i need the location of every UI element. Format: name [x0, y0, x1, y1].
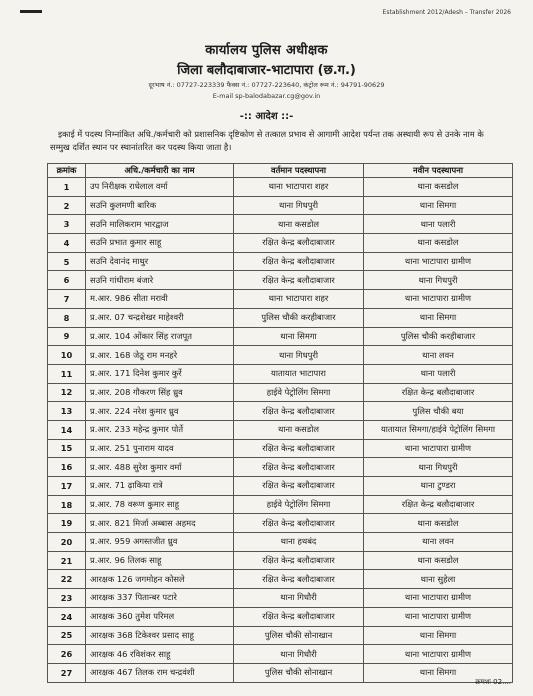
name-cell: प्र.आर. 208 गौकरण सिंह ध्रुव [86, 383, 234, 402]
current-posting-cell: रक्षित केन्द्र बलौदाबाजार [234, 439, 364, 458]
serial-cell: 19 [48, 514, 86, 533]
serial-cell: 16 [48, 458, 86, 477]
serial-cell: 3 [48, 215, 86, 234]
name-cell: सउनि देवानंद माथुर [86, 252, 234, 271]
current-posting-cell: रक्षित केन्द्र बलौदाबाजार [234, 607, 364, 626]
new-posting-cell: थाना सिमगा [364, 663, 513, 682]
current-posting-cell: रक्षित केन्द्र बलौदाबाजार [234, 402, 364, 421]
name-cell: प्र.आर. 821 मिर्जा अब्बास अहमद [86, 514, 234, 533]
name-cell: आरक्षक 126 जगमोहन कोसले [86, 570, 234, 589]
reference-number: Establishment 2012/Adesh – Transfer 2026 [382, 9, 511, 16]
current-posting-cell: रक्षित केन्द्र बलौदाबाजार [234, 271, 364, 290]
current-posting-cell: थाना कसडोल [234, 420, 364, 439]
serial-cell: 9 [48, 327, 86, 346]
table-row [48, 402, 513, 421]
new-posting-cell: रक्षित केन्द्र बलौदाबाजार [364, 495, 513, 514]
serial-cell: 11 [48, 364, 86, 383]
serial-cell: 18 [48, 495, 86, 514]
serial-cell: 8 [48, 308, 86, 327]
current-posting-cell: रक्षित केन्द्र बलौदाबाजार [234, 514, 364, 533]
table-body [48, 178, 513, 683]
current-posting-cell: रक्षित केन्द्र बलौदाबाजार [234, 234, 364, 253]
table-row [48, 420, 513, 439]
name-cell: सउनि प्रभात कुमार साहू [86, 234, 234, 253]
name-cell: उप निरीक्षक राधेलाल वर्मा [86, 178, 234, 197]
name-cell: प्र.आर. 171 दिनेश कुमार कुर्रे [86, 364, 234, 383]
table-row [48, 663, 513, 682]
table-row [48, 589, 513, 608]
table-row [48, 495, 513, 514]
table-row [48, 551, 513, 570]
new-posting-cell: थाना भाटापारा ग्रामीण [364, 290, 513, 309]
name-cell: प्र.आर. 78 वरूण कुमार साहू [86, 495, 234, 514]
new-posting-cell: पुलिस चौकी करहीबाजार [364, 327, 513, 346]
serial-cell: 27 [48, 663, 86, 682]
name-cell: आरक्षक 360 तुमेश परिमल [86, 607, 234, 626]
new-posting-cell: थाना सिमगा [364, 196, 513, 215]
table-row [48, 271, 513, 290]
serial-cell: 10 [48, 346, 86, 365]
new-posting-cell: थाना लवन [364, 346, 513, 365]
name-cell: प्र.आर. 104 ओंकार सिंह राजपूत [86, 327, 234, 346]
current-posting-cell: हाईवे पेट्रोलिंग सिमगा [234, 383, 364, 402]
serial-cell: 21 [48, 551, 86, 570]
serial-cell: 25 [48, 626, 86, 645]
current-posting-cell: थाना गिधौरी [234, 589, 364, 608]
new-posting-cell: थाना कसडोल [364, 234, 513, 253]
table-row [48, 458, 513, 477]
table-row [48, 178, 513, 197]
current-posting-cell: थाना कसडोल [234, 215, 364, 234]
current-posting-cell: रक्षित केन्द्र बलौदाबाजार [234, 252, 364, 271]
serial-cell: 6 [48, 271, 86, 290]
current-posting-cell: रक्षित केन्द्र बलौदाबाजार [234, 458, 364, 477]
name-cell: प्र.आर. 224 नरेश कुमार ध्रुव [86, 402, 234, 421]
current-posting-cell: रक्षित केन्द्र बलौदाबाजार [234, 551, 364, 570]
current-posting-cell: रक्षित केन्द्र बलौदाबाजार [234, 477, 364, 496]
new-posting-cell: थाना पलारी [364, 364, 513, 383]
contact-email: E-mail sp-balodabazar.cg@gov.in [212, 92, 321, 100]
current-posting-cell: यातायात भाटापारा [234, 364, 364, 383]
name-cell: प्र.आर. 96 तिलक साहू [86, 551, 234, 570]
table-row [48, 327, 513, 346]
new-posting-cell: थाना भाटापारा ग्रामीण [364, 252, 513, 271]
name-cell: प्र.आर. 233 महेन्द्र कुमार पोर्ते [86, 420, 234, 439]
new-posting-cell: थाना भाटापारा ग्रामीण [364, 589, 513, 608]
name-cell: प्र.आर. 07 चन्द्रशेखर माहेश्वरी [86, 308, 234, 327]
serial-cell: 20 [48, 533, 86, 552]
new-posting-cell: थाना गिधपुरी [364, 458, 513, 477]
col-header-serial: क्रमांक [48, 164, 86, 178]
table-row [48, 626, 513, 645]
current-posting-cell: थाना गिधपुरी [234, 346, 364, 365]
current-posting-cell: पुलिस चौकी सोनाखान [234, 663, 364, 682]
table-row [48, 533, 513, 552]
new-posting-cell: थाना भाटापारा ग्रामीण [364, 607, 513, 626]
serial-cell: 12 [48, 383, 86, 402]
serial-cell: 15 [48, 439, 86, 458]
table-row [48, 215, 513, 234]
name-cell: आरक्षक 337 पितान्बर पटारे [86, 589, 234, 608]
new-posting-cell: थाना कसडोल [364, 178, 513, 197]
serial-cell: 13 [48, 402, 86, 421]
new-posting-cell: थाना लवन [364, 533, 513, 552]
new-posting-cell: थाना सुहेला [364, 570, 513, 589]
district-title: जिला बलौदाबाजार-भाटापारा (छ.ग.) [177, 63, 356, 78]
transfer-table [47, 163, 513, 683]
serial-cell: 5 [48, 252, 86, 271]
contact-phone: दूरभाष नं.: 07727-223339 फैक्स नं.: 07727-223640, कंट्रोल रूम नं.: 94791-90629 [148, 81, 385, 89]
new-posting-cell: थाना कसडोल [364, 551, 513, 570]
table-row [48, 364, 513, 383]
table-row [48, 570, 513, 589]
new-posting-cell: यातायात सिमगा/हाईवे पेट्रोलिंग सिमगा [364, 420, 513, 439]
name-cell: प्र.आर. 251 पुनाराम यादव [86, 439, 234, 458]
current-posting-cell: थाना सिमगा [234, 327, 364, 346]
name-cell: प्र.आर. 168 जेठू राम मनहरे [86, 346, 234, 365]
table-row [48, 514, 513, 533]
serial-cell: 7 [48, 290, 86, 309]
name-cell: प्र.आर. 959 अगस्तजीत ध्रुव [86, 533, 234, 552]
new-posting-cell: थाना पलारी [364, 215, 513, 234]
name-cell: प्र.आर. 71 ढ़ाकिया रात्रे [86, 477, 234, 496]
table-row [48, 196, 513, 215]
serial-cell: 22 [48, 570, 86, 589]
serial-cell: 24 [48, 607, 86, 626]
table-row [48, 607, 513, 626]
name-cell: प्र.आर. 488 सुरेश कुमार वर्मा [86, 458, 234, 477]
name-cell: म.आर. 986 सीता मरावी [86, 290, 234, 309]
name-cell: आरक्षक 368 टिकेश्वर प्रसाद साहू [86, 626, 234, 645]
table-row [48, 252, 513, 271]
current-posting-cell: थाना गिधौरी [234, 645, 364, 664]
table-row [48, 308, 513, 327]
current-posting-cell: थाना भाटापारा शहर [234, 178, 364, 197]
current-posting-cell: पुलिस चौकी सोनाखान [234, 626, 364, 645]
current-posting-cell: रक्षित केन्द्र बलौदाबाजार [234, 570, 364, 589]
col-header-new-posting: नवीन पदस्थापना [364, 164, 513, 178]
name-cell: सउनि मालिकराम भारद्वाज [86, 215, 234, 234]
order-intro-paragraph: इकाई में पदस्थ निम्नांकित अधि./कर्मचारी को प्रशासनिक दृष्टिकोण से तत्काल प्रभाव से आगामी आदेश पर्यन्त तक अस्थायी रूप से उनके नाम के सम्मुख दर्शित स्थान पर स्थानांतरित कर पदस्थ किया जाता है। [50, 129, 484, 152]
serial-cell: 2 [48, 196, 86, 215]
name-cell: सउनि गांधीराम बंजारे [86, 271, 234, 290]
new-posting-cell: थाना भाटापारा ग्रामीण [364, 439, 513, 458]
table-row [48, 346, 513, 365]
table-row [48, 645, 513, 664]
new-posting-cell: थाना सिमगा [364, 308, 513, 327]
serial-cell: 14 [48, 420, 86, 439]
current-posting-cell: हाईवे पेट्रोलिंग सिमगा [234, 495, 364, 514]
order-title: -:: आदेश ::- [239, 111, 294, 122]
serial-cell: 17 [48, 477, 86, 496]
current-posting-cell: थाना भाटापारा शहर [234, 290, 364, 309]
new-posting-cell: थाना कसडोल [364, 514, 513, 533]
table-row [48, 383, 513, 402]
new-posting-cell: थाना सिमगा [364, 626, 513, 645]
col-header-name: अधि./कर्मचारी का नाम [86, 164, 234, 178]
name-cell: आरक्षक 467 तिलक राम चन्द्रवंशी [86, 663, 234, 682]
margin-dash-mark [20, 10, 42, 13]
serial-cell: 1 [48, 178, 86, 197]
table-row [48, 234, 513, 253]
new-posting-cell: पुलिस चौकी बया [364, 402, 513, 421]
table-row [48, 439, 513, 458]
name-cell: सउनि कुलमणी बारिक [86, 196, 234, 215]
new-posting-cell: रक्षित केन्द्र बलौदाबाजार [364, 383, 513, 402]
serial-cell: 4 [48, 234, 86, 253]
current-posting-cell: थाना हथबंद [234, 533, 364, 552]
table-row [48, 290, 513, 309]
new-posting-cell: थाना भाटापारा ग्रामीण [364, 645, 513, 664]
serial-cell: 23 [48, 589, 86, 608]
new-posting-cell: थाना टुण्डरा [364, 477, 513, 496]
table-row [48, 477, 513, 496]
name-cell: आरक्षक 46 रविशंकर साहू [86, 645, 234, 664]
serial-cell: 26 [48, 645, 86, 664]
table-header-row [48, 164, 513, 178]
continued-note: क्रमशः 02.... [475, 678, 511, 686]
office-title: कार्यालय पुलिस अधीक्षक [205, 43, 328, 58]
current-posting-cell: पुलिस चौकी करहीबाजार [234, 308, 364, 327]
new-posting-cell: थाना गिधपुरी [364, 271, 513, 290]
current-posting-cell: थाना गिधपुरी [234, 196, 364, 215]
col-header-current-posting: वर्तमान पदस्थापना [234, 164, 364, 178]
